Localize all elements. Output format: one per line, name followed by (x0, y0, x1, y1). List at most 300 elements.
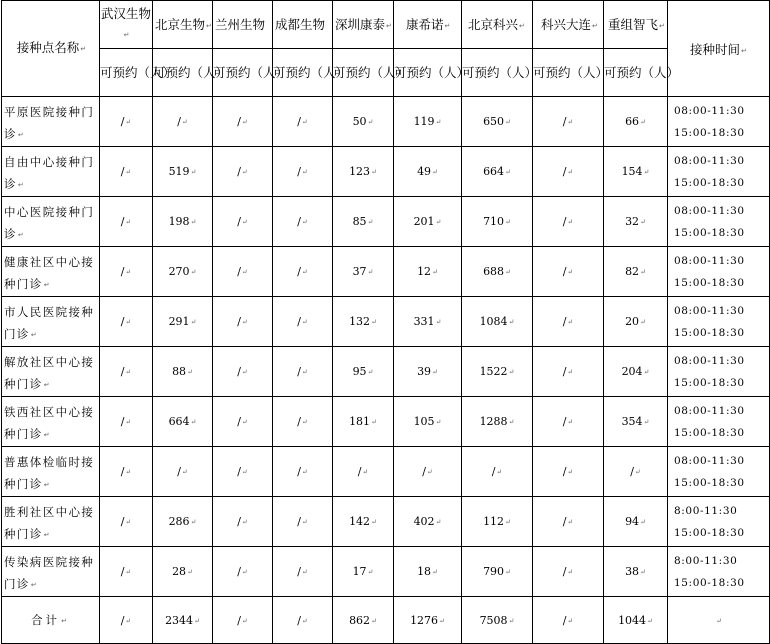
available-count-cell (462, 297, 533, 347)
total-count-cell (100, 597, 153, 644)
paragraph-mark-icon: ↵ (371, 518, 377, 526)
available-count-cell (100, 197, 153, 247)
time-cell (668, 347, 770, 397)
paragraph-mark-icon: ↵ (505, 168, 511, 176)
available-label: 可预约（人） (153, 49, 213, 97)
available-count-cell (333, 197, 394, 247)
available-count-cell (462, 247, 533, 297)
paragraph-mark-icon: ↵ (241, 568, 248, 576)
available-count-cell (394, 447, 462, 497)
paragraph-mark-icon: ↵ (17, 231, 26, 239)
available-count: 37 (352, 265, 367, 278)
total-count-cell (273, 597, 333, 644)
available-count: / (177, 115, 181, 128)
table-row (2, 197, 770, 247)
available-count: 85 (352, 215, 367, 228)
header-row-vendors (2, 1, 770, 49)
total-count: / (237, 613, 241, 627)
total-count-cell (394, 597, 462, 644)
available-label: 可预约（人） (462, 49, 533, 97)
paragraph-mark-icon: ↵ (125, 418, 132, 426)
paragraph-mark-icon: ↵ (716, 616, 722, 625)
paragraph-mark-icon: ↵ (567, 368, 574, 376)
available-count-cell (213, 447, 273, 497)
site-name: 中心医院接种门诊 (4, 205, 95, 241)
time-afternoon: 15:00-18:30 (674, 276, 745, 289)
paragraph-mark-icon: ↵ (190, 218, 197, 226)
available-count: / (630, 465, 634, 478)
available-count-cell (533, 447, 604, 497)
vendor-header: 科兴大连↵ (533, 1, 604, 49)
paragraph-mark-icon: ↵ (432, 168, 438, 176)
available-count-cell (604, 97, 668, 147)
available-count-cell (153, 547, 213, 597)
available-count: 32 (625, 215, 640, 228)
available-count-cell (100, 297, 153, 347)
available-count-cell (153, 97, 213, 147)
available-count-cell (273, 347, 333, 397)
paragraph-mark-icon: ↵ (190, 518, 197, 526)
available-count: 286 (168, 515, 190, 528)
time-morning: 8:00-11:30 (674, 554, 738, 567)
available-count: / (120, 565, 125, 578)
time-cell (668, 397, 770, 447)
available-count-cell (462, 547, 533, 597)
available-count: / (237, 265, 241, 278)
vendor-header: 重组智飞↵ (604, 1, 668, 49)
paragraph-mark-icon: ↵ (190, 318, 197, 326)
paragraph-mark-icon: ↵ (426, 468, 433, 476)
available-label: 可预约（人） (394, 49, 462, 97)
paragraph-mark-icon: ↵ (43, 431, 51, 439)
site-name-cell (2, 97, 100, 147)
available-count: / (120, 415, 125, 428)
available-count-cell (333, 97, 394, 147)
available-count-cell (533, 247, 604, 297)
time-afternoon: 15:00-18:30 (674, 426, 745, 439)
paragraph-mark-icon: ↵ (435, 218, 442, 226)
available-count: / (562, 565, 567, 578)
total-count: 7508 (479, 613, 508, 627)
available-count-cell (394, 297, 462, 347)
paragraph-mark-icon: ↵ (30, 581, 39, 589)
available-count: / (237, 315, 241, 328)
table-row (2, 497, 770, 547)
paragraph-mark-icon: ↵ (508, 418, 515, 426)
time-cell (668, 97, 770, 147)
time-morning: 08:00-11:30 (674, 104, 745, 117)
available-count: 20 (625, 315, 640, 328)
paragraph-mark-icon: ↵ (505, 218, 511, 226)
available-count: / (562, 165, 567, 178)
available-count: / (237, 565, 241, 578)
paragraph-mark-icon: ↵ (241, 318, 248, 326)
paragraph-mark-icon: ↵ (181, 118, 188, 126)
available-count-cell (273, 447, 333, 497)
vendor-header: 深圳康泰↵ (333, 1, 394, 49)
available-count-cell (273, 547, 333, 597)
available-count-cell (213, 297, 273, 347)
time-afternoon: 15:00-18:30 (674, 226, 745, 239)
paragraph-mark-icon: ↵ (371, 616, 377, 625)
available-label: 可预约（人） (333, 49, 394, 97)
paragraph-mark-icon: ↵ (43, 481, 51, 489)
available-count: 650 (483, 115, 505, 128)
paragraph-mark-icon: ↵ (505, 568, 511, 576)
available-count-cell (100, 397, 153, 447)
available-count: 38 (625, 565, 640, 578)
available-count-cell (333, 297, 394, 347)
available-count: / (562, 265, 567, 278)
available-count-cell (153, 247, 213, 297)
available-count-cell (333, 247, 394, 297)
table-row (2, 147, 770, 197)
available-count-cell (213, 547, 273, 597)
available-count: 270 (168, 265, 190, 278)
available-count-cell (153, 497, 213, 547)
available-count-cell (333, 547, 394, 597)
available-count: 1084 (479, 315, 508, 328)
paragraph-mark-icon: ↵ (435, 318, 442, 326)
paragraph-mark-icon: ↵ (301, 568, 308, 576)
paragraph-mark-icon: ↵ (371, 318, 377, 326)
available-count: 12 (417, 265, 432, 278)
available-count-cell (100, 247, 153, 297)
available-count: 66 (625, 115, 640, 128)
time-header: 接种时间↵ (668, 1, 770, 97)
available-count-cell (604, 397, 668, 447)
paragraph-mark-icon: ↵ (367, 568, 374, 576)
paragraph-mark-icon: ↵ (643, 418, 650, 426)
available-count: 95 (352, 365, 367, 378)
paragraph-mark-icon: ↵ (43, 281, 51, 289)
available-count-cell (153, 147, 213, 197)
paragraph-mark-icon: ↵ (17, 181, 26, 189)
available-count: 50 (352, 115, 367, 128)
available-label: 可预约（人） (273, 49, 333, 97)
available-count-cell (213, 397, 273, 447)
available-count: / (177, 465, 181, 478)
paragraph-mark-icon: ↵ (508, 318, 515, 326)
paragraph-mark-icon: ↵ (432, 568, 438, 576)
paragraph-mark-icon: ↵ (505, 518, 511, 526)
available-count: 291 (168, 315, 190, 328)
available-count-cell (153, 197, 213, 247)
paragraph-mark-icon: ↵ (640, 318, 646, 326)
available-count-cell (333, 347, 394, 397)
site-name-cell (2, 497, 100, 547)
available-count: / (562, 465, 567, 478)
paragraph-mark-icon: ↵ (508, 368, 515, 376)
available-count-cell (333, 397, 394, 447)
available-count: / (297, 315, 301, 328)
time-morning: 08:00-11:30 (674, 454, 745, 467)
paragraph-mark-icon: ↵ (241, 468, 248, 476)
paragraph-mark-icon: ↵ (17, 131, 26, 139)
site-name-cell (2, 347, 100, 397)
paragraph-mark-icon: ↵ (435, 118, 442, 126)
paragraph-mark-icon: ↵ (371, 418, 377, 426)
table-row (2, 297, 770, 347)
paragraph-mark-icon: ↵ (241, 268, 248, 276)
time-cell (668, 247, 770, 297)
paragraph-mark-icon: ↵ (362, 468, 369, 476)
paragraph-mark-icon: ↵ (435, 518, 442, 526)
available-count-cell (394, 497, 462, 547)
available-count: / (120, 265, 125, 278)
paragraph-mark-icon: ↵ (567, 268, 574, 276)
available-count: / (120, 515, 125, 528)
available-count-cell (273, 297, 333, 347)
available-count: / (297, 265, 301, 278)
available-count-cell (273, 397, 333, 447)
paragraph-mark-icon: ↵ (496, 468, 503, 476)
time-afternoon: 15:00-18:30 (674, 176, 745, 189)
header-row-available (2, 49, 770, 97)
paragraph-mark-icon: ↵ (301, 318, 308, 326)
available-count: / (237, 215, 241, 228)
available-count-cell (604, 497, 668, 547)
available-count-cell (213, 497, 273, 547)
available-count-cell (394, 547, 462, 597)
available-count: 94 (625, 515, 640, 528)
time-afternoon: 15:00-18:30 (674, 576, 745, 589)
paragraph-mark-icon: ↵ (367, 268, 374, 276)
paragraph-mark-icon: ↵ (241, 118, 248, 126)
total-count: 1044 (618, 613, 647, 627)
time-cell (668, 147, 770, 197)
available-count: / (297, 415, 301, 428)
vendor-header: 北京生物↵ (153, 1, 213, 49)
total-label: 合计 (31, 613, 61, 627)
site-name: 自由中心接种门诊 (4, 155, 95, 191)
available-count-cell (333, 447, 394, 497)
available-count: / (491, 465, 496, 478)
paragraph-mark-icon: ↵ (241, 168, 248, 176)
paragraph-mark-icon: ↵ (634, 468, 641, 476)
paragraph-mark-icon: ↵ (505, 268, 511, 276)
paragraph-mark-icon: ↵ (567, 118, 574, 126)
available-count-cell (153, 397, 213, 447)
available-count: 402 (413, 515, 435, 528)
paragraph-mark-icon: ↵ (301, 218, 308, 226)
paragraph-mark-icon: ↵ (125, 118, 132, 126)
paragraph-mark-icon: ↵ (125, 518, 132, 526)
site-name: 普惠体检临时接种门诊 (4, 455, 95, 491)
paragraph-mark-icon: ↵ (567, 318, 574, 326)
available-count: 1522 (479, 365, 508, 378)
available-count-cell (462, 147, 533, 197)
available-count-cell (333, 497, 394, 547)
paragraph-mark-icon: ↵ (567, 168, 574, 176)
available-count-cell (153, 297, 213, 347)
table-row (2, 347, 770, 397)
available-count-cell (394, 197, 462, 247)
available-count-cell (100, 97, 153, 147)
available-count-cell (462, 447, 533, 497)
time-afternoon: 15:00-18:30 (674, 326, 745, 339)
available-count-cell (213, 347, 273, 397)
paragraph-mark-icon: ↵ (640, 218, 646, 226)
time-morning: 08:00-11:30 (674, 254, 745, 267)
paragraph-mark-icon: ↵ (125, 368, 132, 376)
available-count-cell (462, 347, 533, 397)
available-count-cell (213, 147, 273, 197)
paragraph-mark-icon: ↵ (190, 418, 197, 426)
available-count: / (237, 115, 241, 128)
table-row (2, 547, 770, 597)
available-count: 181 (349, 415, 371, 428)
available-count-cell (533, 547, 604, 597)
site-name: 健康社区中心接种门诊 (4, 255, 95, 291)
site-name-cell (2, 447, 100, 497)
paragraph-mark-icon: ↵ (432, 268, 438, 276)
paragraph-mark-icon: ↵ (567, 468, 574, 476)
available-count: / (357, 465, 362, 478)
available-count: / (237, 165, 241, 178)
paragraph-mark-icon: ↵ (125, 468, 132, 476)
paragraph-mark-icon: ↵ (367, 118, 374, 126)
paragraph-mark-icon: ↵ (241, 368, 248, 376)
site-name-cell (2, 247, 100, 297)
available-count: 664 (483, 165, 505, 178)
available-count: / (297, 115, 301, 128)
paragraph-mark-icon: ↵ (190, 268, 197, 276)
available-count-cell (533, 497, 604, 547)
available-count: 142 (349, 515, 371, 528)
paragraph-mark-icon: ↵ (301, 268, 308, 276)
table-row (2, 397, 770, 447)
available-count: 123 (349, 165, 371, 178)
paragraph-mark-icon: ↵ (640, 118, 646, 126)
paragraph-mark-icon: ↵ (125, 568, 132, 576)
paragraph-mark-icon: ↵ (508, 616, 515, 625)
paragraph-mark-icon: ↵ (241, 518, 248, 526)
paragraph-mark-icon: ↵ (43, 531, 51, 539)
paragraph-mark-icon: ↵ (643, 368, 650, 376)
available-count: / (237, 365, 241, 378)
available-count: 18 (417, 565, 432, 578)
total-count: 2344 (165, 613, 194, 627)
available-count-cell (333, 147, 394, 197)
vendor-header: 武汉生物↵ (100, 1, 153, 49)
site-name-cell (2, 547, 100, 597)
paragraph-mark-icon: ↵ (432, 368, 438, 376)
paragraph-mark-icon: ↵ (187, 568, 193, 576)
available-count: / (237, 465, 241, 478)
available-count: / (297, 165, 301, 178)
paragraph-mark-icon: ↵ (371, 168, 377, 176)
available-count: 105 (413, 415, 435, 428)
available-count-cell (273, 147, 333, 197)
available-count-cell (604, 447, 668, 497)
available-count: / (297, 365, 301, 378)
available-count-cell (273, 197, 333, 247)
available-count-cell (462, 397, 533, 447)
available-count: 119 (413, 115, 435, 128)
available-label: 可预约（人） (604, 49, 668, 97)
paragraph-mark-icon: ↵ (301, 368, 308, 376)
available-count: / (120, 215, 125, 228)
time-cell (668, 297, 770, 347)
site-name-cell (2, 297, 100, 347)
total-count-cell (604, 597, 668, 644)
paragraph-mark-icon: ↵ (567, 568, 574, 576)
available-count-cell (273, 497, 333, 547)
time-morning: 08:00-11:30 (674, 404, 745, 417)
paragraph-mark-icon: ↵ (647, 616, 653, 625)
available-count: 82 (625, 265, 640, 278)
available-count: 132 (349, 315, 371, 328)
paragraph-mark-icon: ↵ (125, 616, 132, 625)
paragraph-mark-icon: ↵ (505, 118, 511, 126)
available-count-cell (394, 97, 462, 147)
available-count-cell (462, 497, 533, 547)
paragraph-mark-icon: ↵ (125, 218, 132, 226)
available-count: / (120, 465, 125, 478)
total-count: 862 (349, 613, 371, 627)
paragraph-mark-icon: ↵ (567, 518, 574, 526)
paragraph-mark-icon: ↵ (241, 418, 248, 426)
available-count: / (297, 465, 301, 478)
paragraph-mark-icon: ↵ (567, 616, 574, 625)
available-count: 790 (483, 565, 505, 578)
vendor-header: 成都生物 (273, 1, 333, 49)
available-count-cell (153, 447, 213, 497)
time-afternoon: 15:00-18:30 (674, 526, 745, 539)
site-name: 市人民医院接种门诊 (4, 305, 95, 341)
available-count: / (120, 315, 125, 328)
available-label: 可预约（人） (213, 49, 273, 97)
available-count: 112 (483, 515, 505, 528)
site-name: 解放社区中心接种门诊 (4, 355, 95, 391)
site-rows (2, 97, 770, 644)
paragraph-mark-icon: ↵ (367, 368, 374, 376)
available-count: / (120, 365, 125, 378)
available-count: / (120, 165, 125, 178)
available-count-cell (533, 347, 604, 397)
site-name-cell (2, 147, 100, 197)
total-count-cell (533, 597, 604, 644)
available-count-cell (604, 547, 668, 597)
available-count-cell (533, 97, 604, 147)
paragraph-mark-icon: ↵ (181, 468, 188, 476)
paragraph-mark-icon: ↵ (241, 616, 248, 625)
total-count-cell (333, 597, 394, 644)
site-name-cell (2, 397, 100, 447)
time-morning: 08:00-11:30 (674, 154, 745, 167)
available-count-cell (153, 347, 213, 397)
total-count: 1276 (410, 613, 439, 627)
table-row (2, 447, 770, 497)
time-cell (668, 447, 770, 497)
available-count: 28 (172, 565, 187, 578)
total-label-cell (2, 597, 100, 644)
time-morning: 8:00-11:30 (674, 504, 738, 517)
available-count: 354 (621, 415, 643, 428)
paragraph-mark-icon: ↵ (567, 418, 574, 426)
available-count-cell (100, 497, 153, 547)
available-count-cell (273, 247, 333, 297)
available-count-cell (213, 97, 273, 147)
available-count-cell (100, 147, 153, 197)
paragraph-mark-icon: ↵ (301, 616, 308, 625)
available-count: 49 (417, 165, 432, 178)
vendor-header: 北京科兴↵ (462, 1, 533, 49)
available-count: 88 (172, 365, 187, 378)
total-count: / (120, 613, 125, 627)
paragraph-mark-icon: ↵ (125, 168, 132, 176)
